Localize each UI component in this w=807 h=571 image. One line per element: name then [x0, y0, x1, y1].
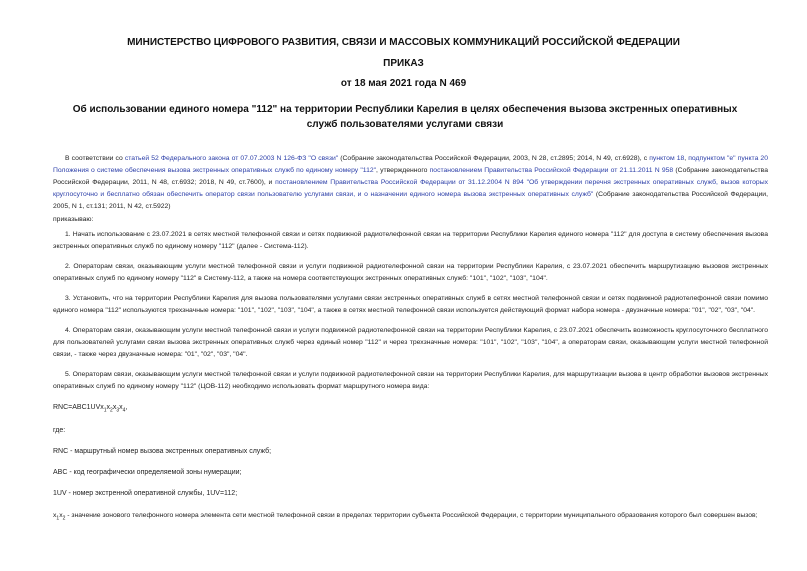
document-title: Об использовании единого номера "112" на территории Республики Карелия в целях обеспечения вызова экстренных оперативных служб пользователями услугами связи: [72, 104, 738, 130]
item-3: 3. Установить, что на территории Республики Карелия для вызова пользователями услугами связи экстренных оперативных служб в сетях местной телефонной связи и сетях подвижной радиотелефонной связи помимо единого номера "112" используются трехзначные номера: "101", "102", "103", "104", а также в сетях местной телефонной связи используется действующий формат набора номера - двузначные номера: "01", "02", "03", "04".: [53, 295, 768, 314]
def-text: - значение зонового телефонного номера элемента сети местной телефонной связи в пределах территории субъекта Российской Федерации, с территории муниципального образования которого был совершен вызов;: [65, 512, 758, 519]
formula-sub-3: 3: [116, 407, 120, 414]
order-word: приказываю:: [53, 216, 94, 223]
def-x1: x: [53, 512, 57, 519]
doc-type-heading: ПРИКАЗ: [383, 58, 424, 69]
formula-sub-2: 2: [110, 407, 113, 414]
definition-rnc: RNC - маршрутный номер вызова экстренных оперативных служб;: [53, 448, 272, 455]
definition-x1x2: [53, 510, 768, 524]
where-word: где:: [53, 427, 66, 434]
item-5: 5. Операторам связи, оказывающим услуги местной телефонной связи и услуги подвижной радиотелефонной связи на территории Республики Карелия, для маршрутизации вызова в центр обработки вызовов экстренных оперативных служб по единому номеру "112" (ЦОВ-112) необходимо использовать формат маршрутного номера вида:: [53, 371, 768, 390]
preamble-paragraph: [53, 153, 768, 213]
definition-1uv: 1UV - номер экстренной оперативной службы, 1UV=112;: [53, 490, 238, 497]
preamble-text-4: , утвержденного: [376, 167, 430, 174]
definition-abc: ABC - код географически определяемой зоны нумерации;: [53, 469, 242, 476]
item-4: 4. Операторам связи, оказывающим услуги местной телефонной связи и услуги подвижной радиотелефонной связи на территории Республики Карелия, с 23.07.2021 обеспечить возможность круглосуточного бесплатного для пользователей услугами связи вызова экстренных оперативных служб через единый номер "112" и через трехзначные номера: "101", "102", "103", "104", а операторам связи, оказывающим услуги местной телефонной связи, - также через двузначные номера: "01", "02", "03", "04".: [53, 327, 768, 358]
preamble-text-1: В соответствии со: [65, 155, 125, 162]
point-18-link[interactable]: пунктом 18: [649, 155, 685, 162]
formula-prefix: RNC=ABC1UVx: [53, 404, 104, 411]
formula-sub-4: 4: [122, 407, 126, 414]
law-52-link[interactable]: статьей 52 Федерального закона от 07.07.2003 N 126-ФЗ "О связи": [124, 155, 339, 162]
def-sub-2: 2: [62, 515, 66, 522]
routing-number-formula: [53, 404, 127, 413]
formula-x4: x: [119, 404, 123, 411]
formula-sub-1: 1: [103, 407, 107, 414]
preamble-text-3: ,: [684, 155, 689, 162]
ministry-heading: МИНИСТЕРСТВО ЦИФРОВОГО РАЗВИТИЯ, СВЯЗИ И МАССОВЫХ КОММУНИКАЦИЙ РОССИЙСКОЙ ФЕДЕРАЦИИ: [127, 37, 680, 48]
preamble-text-6: (Собрание законодательства Российской Федерации, 2005, N 1, ст.131; 2011, N 42, ст.5922): [53, 191, 768, 210]
resolution-958-link[interactable]: постановлением Правительства Российской Федерации от 21.11.2011 N 958: [429, 167, 674, 174]
date-number-heading: от 18 мая 2021 года N 469: [340, 78, 467, 89]
preamble-text-2: (Собрание законодательства Российской Федерации, 2003, N 28, ст.2895; 2014, N 49, ст.6928), с: [338, 155, 650, 162]
preamble-text-5: (Собрание законодательства Российской Федерации, 2011, N 48, ст.6932; 2018, N 49, ст.7600), и: [53, 167, 768, 186]
formula-x2: x: [106, 404, 111, 411]
formula-x3: x: [112, 404, 117, 411]
def-sub-1: 1: [56, 515, 60, 522]
resolution-894-link[interactable]: постановлением Правительства Российской Федерации от 31.12.2004 N 894 "Об утверждении перечня экстренных оперативных служб, вызов которых круглосуточно и бесплатно обязан обеспечить оператор связи пользователю услугами связи, и о назначении единого номера вызова экстренных оперативных служб": [53, 179, 768, 198]
subpoint-e-link[interactable]: подпунктом "е" пункта 20 Положения о системе обеспечения вызова экстренных оперативных служб по единому номеру "112": [53, 155, 768, 174]
item-1: 1. Начать использование с 23.07.2021 в сетях местной телефонной связи и сетях подвижной радиотелефонной связи на территории Республики Карелия единого номера "112" для доступа в систему обеспечения вызова экстренных оперативных служб по единому номеру "112" (далее - Система-112).: [53, 231, 768, 250]
item-2: 2. Операторам связи, оказывающим услуги местной телефонной связи и услуги подвижной радиотелефонной связи на территории Республики Карелия, с 23.07.2021 обеспечить маршрутизацию вызовов экстренных оперативных служб по единому номеру "112" в Систему-112, а также на номера соответствующих экстренных оперативных служб: "101", "102", "103", "104".: [53, 263, 768, 282]
formula-suffix: ,: [125, 404, 128, 411]
def-x2: x: [59, 512, 63, 519]
